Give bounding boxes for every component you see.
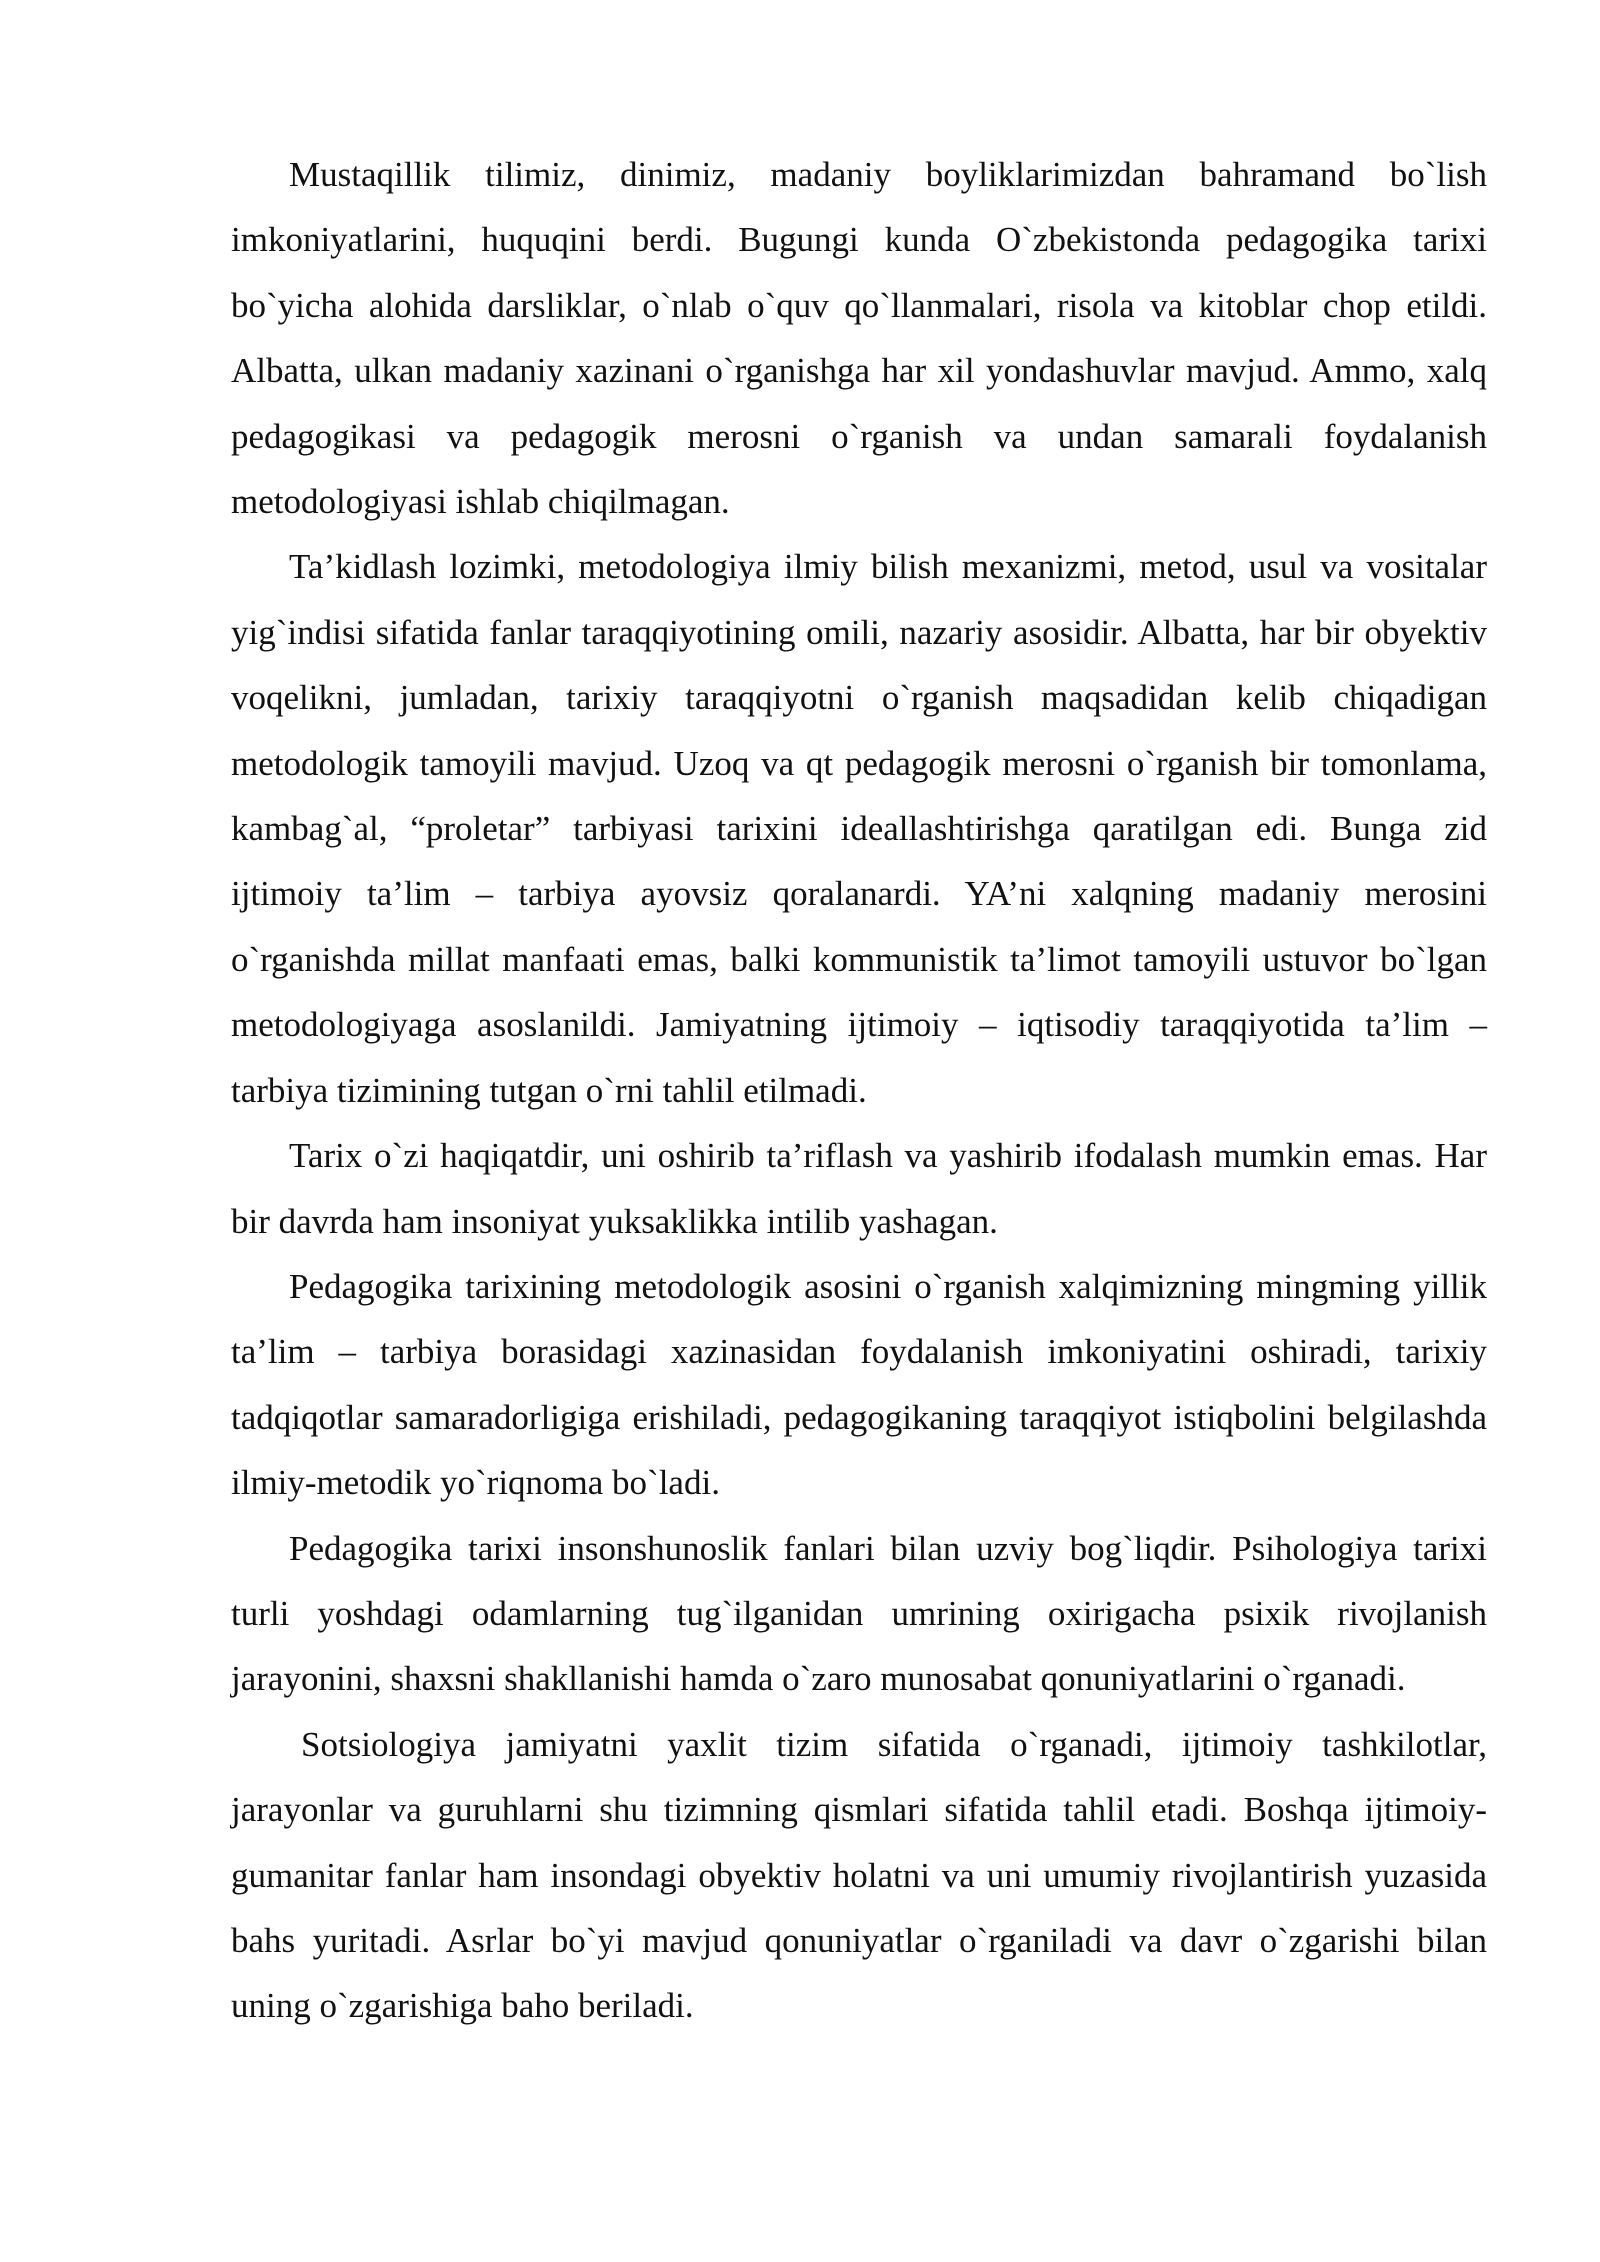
paragraph-pedagogy-history-basis: Pedagogika tarixining metodologik asosini o`rganish xalqimizning mingming yillik ta’lim – tarbiya borasidagi xazinasidan foydalanish imkoniyatini oshiradi, tarixiy tadqiqotlar samaradorligiga erishiladi, pedagogikaning taraqqiyot istiqbolini belgilashda ilmiy-metodik yo`riqnoma bo`ladi.: [231, 1266, 1487, 1503]
paragraph-history-truth: Tarix o`zi haqiqatdir, uni oshirib ta’riflash va yashirib ifodalash mumkin emas. Har bir davrda ham insoniyat yuksaklikka intilib yashagan.: [231, 1136, 1487, 1241]
paragraph-independence: Mustaqillik tilimiz, dinimiz, madaniy boyliklarimizdan bahramand bo`lish imkoniyatlarini, huquqini berdi. Bugungi kunda O`zbekistonda pedagogika tarixi bo`yicha alohida darsliklar, o`nlab o`quv qo`llanmalari, risola va kitoblar chop etildi. Albatta, ulkan madaniy xazinani o`rganishga har xil yondashuvlar mavjud. Ammo, xalq pedagogikasi va pedagogik merosni o`rganish va undan samarali foydalanish metodologiyasi ishlab chiqilmagan.: [231, 155, 1487, 522]
document-body: [231, 142, 1487, 2039]
paragraph-sociology: Sotsiologiya jamiyatni yaxlit tizim sifatida o`rganadi, ijtimoiy tashkilotlar, jarayonlar va guruhlarni shu tizimning qismlari sifatida tahlil etadi. Boshqa ijtimoiy-gumanitar fanlar ham insondagi obyektiv holatni va uni umumiy rivojlantirish yuzasida bahs yuritadi. Asrlar bo`yi mavjud qonuniyatlar o`rganiladi va davr o`zgarishi bilan uning o`zgarishiga baho beriladi.: [231, 1724, 1487, 2026]
paragraph-humanities-link: Pedagogika tarixi insonshunoslik fanlari bilan uzviy bog`liqdir. Psihologiya tarixi turli yoshdagi odamlarning tug`ilganidan umrining oxirigacha psixik rivojlanish jarayonini, shaxsni shakllanishi hamda o`zaro munosabat qonuniyatlarini o`rganadi.: [231, 1528, 1487, 1699]
paragraph-methodology: Ta’kidlash lozimki, metodologiya ilmiy bilish mexanizmi, metod, usul va vositalar yig`indisi sifatida fanlar taraqqiyotining omili, nazariy asosidir. Albatta, har bir obyektiv voqelikni, jumladan, tarixiy taraqqiyotni o`rganish maqsadidan kelib chiqadigan metodologik tamoyili mavjud. Uzoq va qt pedagogik merosni o`rganish bir tomonlama, kambag`al, “proletar” tarbiyasi tarixini ideallashtirishga qaratilgan edi. Bunga zid ijtimoiy ta’lim – tarbiya ayovsiz qoralanardi. YA’ni xalqning madaniy merosini o`rganishda millat manfaati emas, balki kommunistik ta’limot tamoyili ustuvor bo`lgan metodologiyaga asoslanildi. Jamiyatning ijtimoiy – iqtisodiy taraqqiyotida ta’lim – tarbiya tizimining tutgan o`rni tahlil etilmadi.: [231, 547, 1487, 1110]
